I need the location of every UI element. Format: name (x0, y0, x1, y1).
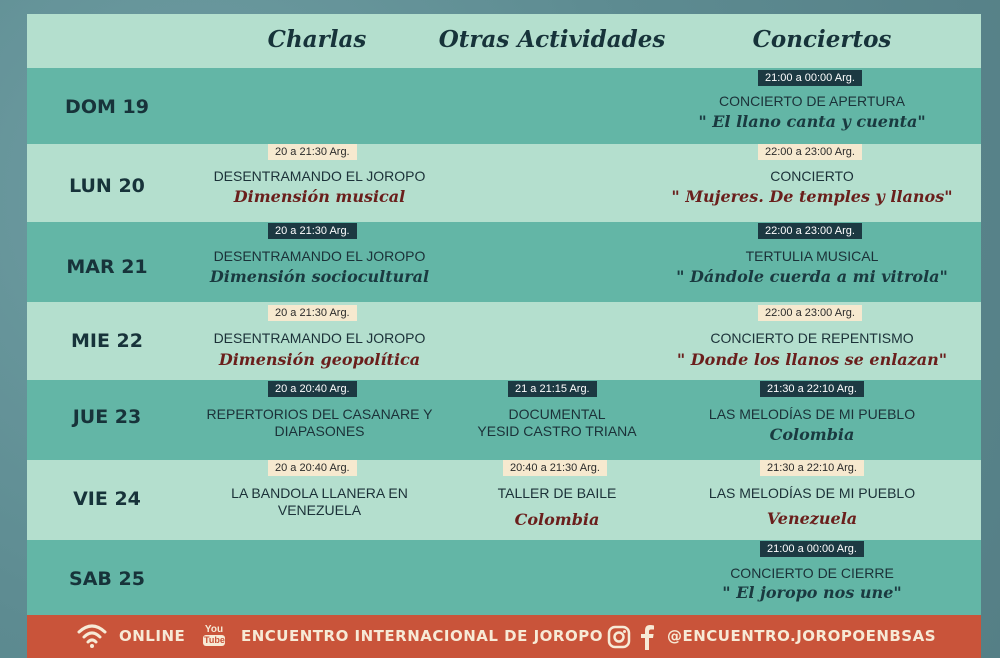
event-name: ENCUENTRO INTERNACIONAL DE JOROPO (241, 627, 603, 645)
event-title: CONCIERTO DE REPENTISMO (710, 330, 914, 346)
event-subtitle: Dimensión musical (233, 187, 406, 206)
event-subtitle: Colombia (514, 510, 600, 529)
time-badge: 20 a 20:40 Arg. (268, 460, 357, 476)
event-title-line2: DIAPASONES (274, 423, 365, 439)
time-badge: 22:00 a 23:00 Arg. (758, 305, 862, 321)
day-label: JUE 23 (72, 406, 142, 428)
event-subtitle: Venezuela (766, 509, 858, 528)
table-row (27, 68, 981, 144)
day-label: VIE 24 (73, 488, 141, 510)
event-subtitle: Dimensión sociocultural (209, 267, 430, 286)
event-title: LAS MELODÍAS DE MI PUEBLO (708, 406, 916, 422)
event-subtitle: Dimensión geopolítica (218, 350, 421, 369)
online-label: ONLINE (119, 627, 186, 645)
instagram-icon (607, 625, 631, 649)
event-title: LA BANDOLA LLANERA EN (231, 485, 408, 501)
event-title: TERTULIA MUSICAL (745, 248, 879, 264)
social-handle: @ENCUENTRO.JOROPOENBSAS (667, 627, 937, 645)
event-title: DOCUMENTAL (508, 406, 606, 422)
footer-bar (27, 615, 981, 658)
day-label: MAR 21 (66, 256, 148, 278)
col-otras-title: Otras Actividades (438, 26, 666, 53)
youtube-icon (203, 624, 225, 646)
time-badge: 21:00 a 00:00 Arg. (758, 70, 862, 86)
day-label: SAB 25 (69, 568, 145, 590)
time-badge: 20 a 21:30 Arg. (268, 223, 357, 239)
time-badge: 22:00 a 23:00 Arg. (758, 223, 862, 239)
event-title: TALLER DE BAILE (497, 485, 617, 501)
event-subtitle: " Dándole cuerda a mi vitrola" (676, 267, 948, 286)
table-row (27, 302, 981, 380)
event-title: REPERTORIOS DEL CASANARE Y (206, 406, 433, 422)
event-title: DESENTRAMANDO EL JOROPO (213, 168, 426, 184)
col-conciertos-title: Conciertos (752, 26, 892, 53)
time-badge: 20 a 21:30 Arg. (268, 144, 357, 160)
time-badge: 21 a 21:15 Arg. (508, 381, 597, 397)
event-subtitle: " El llano canta y cuenta" (698, 112, 926, 131)
facebook-icon (639, 624, 655, 650)
youtube-text-you: You (204, 624, 224, 635)
event-title: DESENTRAMANDO EL JOROPO (213, 248, 426, 264)
event-title: CONCIERTO DE CIERRE (730, 565, 894, 581)
event-subtitle: Colombia (769, 425, 855, 444)
event-subtitle: " El joropo nos une" (722, 583, 902, 602)
time-badge: 22:00 a 23:00 Arg. (758, 144, 862, 160)
table-row (27, 144, 981, 222)
event-title: LAS MELODÍAS DE MI PUEBLO (708, 485, 916, 501)
event-title: CONCIERTO (770, 168, 854, 184)
event-subtitle: " Mujeres. De temples y llanos" (671, 187, 953, 206)
schedule-table (27, 14, 981, 658)
event-title: DESENTRAMANDO EL JOROPO (213, 330, 426, 346)
table-row (27, 460, 981, 540)
time-badge: 20:40 a 21:30 Arg. (503, 460, 607, 476)
time-badge: 20 a 20:40 Arg. (268, 381, 357, 397)
table-header (27, 14, 981, 68)
col-charlas-title: Charlas (267, 26, 367, 53)
table-row (27, 540, 981, 615)
time-badge: 21:30 a 22:10 Arg. (760, 381, 864, 397)
day-label: MIE 22 (70, 330, 143, 352)
event-subtitle: " Donde los llanos se enlazan" (676, 350, 948, 369)
event-title-line2: YESID CASTRO TRIANA (477, 423, 637, 439)
day-label: LUN 20 (69, 175, 145, 197)
time-badge: 20 a 21:30 Arg. (268, 305, 357, 321)
youtube-text-tube: Tube (204, 635, 225, 645)
event-title-line2: VENEZUELA (277, 502, 362, 518)
table-row (27, 380, 981, 460)
wifi-icon (77, 623, 107, 649)
table-row (27, 222, 981, 302)
time-badge: 21:30 a 22:10 Arg. (760, 460, 864, 476)
time-badge: 21:00 a 00:00 Arg. (760, 541, 864, 557)
day-label: DOM 19 (65, 96, 149, 118)
event-title: CONCIERTO DE APERTURA (719, 93, 905, 109)
